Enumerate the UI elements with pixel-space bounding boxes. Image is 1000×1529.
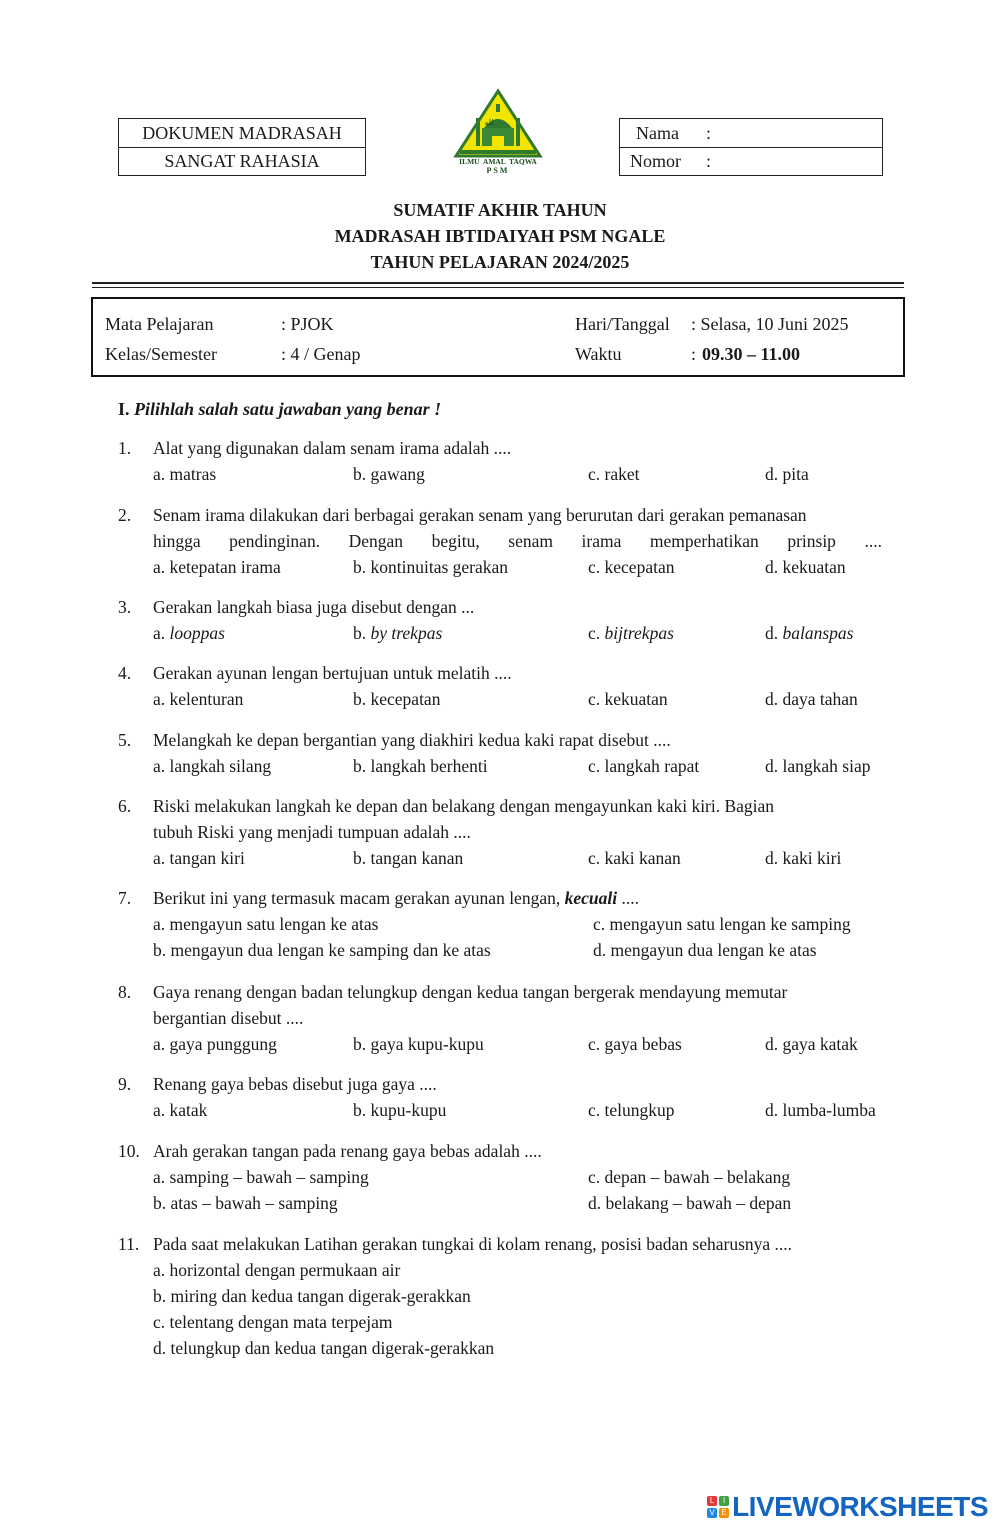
question-number: 5. (118, 730, 132, 750)
question-number: 4. (118, 663, 132, 683)
time-label: Waktu (575, 344, 622, 364)
option-d[interactable]: d. lumba-lumba (765, 1100, 876, 1120)
option-a[interactable]: a. ketepatan irama (153, 557, 281, 577)
option-c[interactable]: c. raket (588, 464, 640, 484)
option-a[interactable]: a. tangan kiri (153, 848, 245, 868)
option-text: looppas (169, 623, 225, 643)
option-b[interactable]: b. mengayun dua lengan ke samping dan ke atas (153, 940, 491, 960)
logo-tile: L (707, 1496, 717, 1506)
option-letter: a. (153, 623, 166, 643)
question-number: 10. (118, 1141, 140, 1161)
option-b[interactable]: b. tangan kanan (353, 848, 464, 868)
student-identity-box (619, 118, 883, 176)
question-text: Gaya renang dengan badan telungkup dengan kedua tangan bergerak mendayung memutar (153, 982, 788, 1002)
option-text: balanspas (782, 623, 854, 643)
option-d[interactable] (765, 620, 853, 646)
option-b[interactable]: b. atas – bawah – samping (153, 1193, 338, 1213)
question-6 (118, 793, 898, 871)
exam-info-box (91, 297, 905, 377)
question-3 (118, 594, 898, 646)
section-instruction (118, 396, 441, 422)
question-text: Senam irama dilakukan dari berbagai gerakan senam yang berurutan dari gerakan pemanasan (153, 505, 807, 525)
date-value: : Selasa, 10 Juni 2025 (691, 314, 849, 334)
school-name: MADRASAH IBTIDAIYAH PSM NGALE (334, 226, 666, 246)
option-b[interactable]: b. kontinuitas gerakan (353, 557, 509, 577)
subject-value: : PJOK (281, 314, 334, 334)
section-text: Pilihlah salah satu jawaban yang benar ! (134, 399, 442, 419)
document-class-box (118, 118, 366, 176)
logo-tile: V (707, 1508, 717, 1518)
option-c[interactable]: c. depan – bawah – belakang (588, 1167, 791, 1187)
option-d[interactable]: d. pita (765, 464, 809, 484)
question-4 (118, 660, 898, 712)
question-9 (118, 1071, 898, 1123)
question-1 (118, 435, 898, 487)
class-label: Kelas/Semester (105, 344, 217, 364)
logo-motto: ILMU AMAL TAQWA (459, 157, 537, 166)
school-logo (452, 88, 544, 176)
liveworksheets-wordmark: LIVEWORKSHEETS (732, 1491, 988, 1522)
option-a[interactable]: a. mengayun satu lengan ke atas (153, 914, 379, 934)
option-b[interactable] (353, 620, 442, 646)
question-text: Gerakan langkah biasa juga disebut dengan ... (153, 597, 475, 617)
question-text: Arah gerakan tangan pada renang gaya bebas adalah .... (153, 1141, 542, 1161)
logo-org: PSM (486, 166, 510, 175)
option-c[interactable]: c. kaki kanan (588, 848, 681, 868)
option-c[interactable]: c. telungkup (588, 1100, 675, 1120)
question-text: tubuh Riski yang menjadi tumpuan adalah .... (153, 822, 471, 842)
question-10 (118, 1138, 898, 1216)
question-11 (118, 1231, 898, 1361)
question-text-main: Berikut ini yang termasuk macam gerakan ayunan lengan, (153, 888, 561, 908)
option-d[interactable]: d. telungkup dan kedua tangan digerak-gerakkan (153, 1338, 495, 1358)
option-d[interactable]: d. langkah siap (765, 756, 871, 776)
question-8 (118, 979, 898, 1057)
option-b[interactable]: b. kecepatan (353, 689, 441, 709)
question-text-ellipsis: .... (621, 888, 639, 908)
title-divider (92, 282, 904, 284)
option-a[interactable]: a. gaya punggung (153, 1034, 277, 1054)
option-c[interactable]: c. langkah rapat (588, 756, 700, 776)
question-7 (118, 885, 898, 963)
option-a[interactable]: a. langkah silang (153, 756, 272, 776)
number-colon: : (706, 151, 712, 171)
logo-arabic-text: لله (484, 118, 494, 127)
option-b[interactable]: b. miring dan kedua tangan digerak-gerakkan (153, 1286, 471, 1306)
option-text: bijtrekpas (604, 623, 674, 643)
academic-year: TAHUN PELAJARAN 2024/2025 (370, 252, 630, 272)
exam-title: SUMATIF AKHIR TAHUN (393, 200, 607, 220)
question-5 (118, 727, 898, 779)
question-number: 9. (118, 1074, 132, 1094)
question-text-emphasis: kecuali (564, 888, 618, 908)
liveworksheets-watermark[interactable] (707, 1491, 988, 1523)
option-b[interactable]: b. kupu-kupu (353, 1100, 447, 1120)
option-c[interactable]: c. telentang dengan mata terpejam (153, 1312, 393, 1332)
name-field[interactable] (620, 119, 882, 148)
option-text: by trekpas (370, 623, 443, 643)
question-number: 8. (118, 982, 132, 1002)
option-d[interactable]: d. gaya katak (765, 1034, 858, 1054)
question-2 (118, 502, 898, 580)
option-c[interactable]: c. mengayun satu lengan ke samping (593, 914, 851, 934)
question-text: Alat yang digunakan dalam senam irama adalah .... (153, 438, 512, 458)
option-b[interactable]: b. langkah berhenti (353, 756, 488, 776)
liveworksheets-logo-icon (707, 1496, 729, 1518)
question-number: 7. (118, 888, 132, 908)
question-text: Riski melakukan langkah ke depan dan belakang dengan mengayunkan kaki kiri. Bagian (153, 796, 775, 816)
question-text: Melangkah ke depan bergantian yang diakhiri kedua kaki rapat disebut .... (153, 730, 671, 750)
section-number: I. (118, 399, 130, 419)
option-b[interactable]: b. gawang (353, 464, 425, 484)
class-value: : 4 / Genap (281, 344, 361, 364)
question-text: bergantian disebut .... (153, 1008, 304, 1028)
option-letter: d. (765, 623, 779, 643)
name-label: Nama (636, 123, 679, 143)
number-field[interactable] (620, 147, 882, 175)
question-text: Renang gaya bebas disebut juga gaya .... (153, 1074, 437, 1094)
question-text: Gerakan ayunan lengan bertujuan untuk melatih .... (153, 663, 512, 683)
logo-tile: I (719, 1496, 729, 1506)
option-letter: b. (353, 623, 367, 643)
question-number: 6. (118, 796, 132, 816)
option-c[interactable]: c. gaya bebas (588, 1034, 682, 1054)
option-a[interactable] (153, 620, 225, 646)
logo-tile: E (719, 1508, 729, 1518)
subject-label: Mata Pelajaran (105, 314, 214, 334)
option-a[interactable]: a. horizontal dengan permukaan air (153, 1260, 401, 1280)
option-d[interactable]: d. belakang – bawah – depan (588, 1193, 792, 1213)
document-class-line: SANGAT RAHASIA (164, 151, 320, 171)
document-class-line: DOKUMEN MADRASAH (119, 119, 365, 148)
option-d[interactable]: d. kekuatan (765, 557, 846, 577)
question-text: Pada saat melakukan Latihan gerakan tungkai di kolam renang, posisi badan seharusnya .... (153, 1234, 793, 1254)
option-a[interactable]: a. kelenturan (153, 689, 244, 709)
option-d[interactable]: d. daya tahan (765, 689, 858, 709)
name-colon: : (706, 123, 712, 143)
option-d[interactable]: d. kaki kiri (765, 848, 842, 868)
number-label: Nomor (630, 151, 681, 171)
question-number: 11. (118, 1234, 140, 1254)
date-label: Hari/Tanggal (575, 314, 670, 334)
option-a[interactable]: a. katak (153, 1100, 208, 1120)
option-c[interactable] (588, 620, 674, 646)
option-b[interactable]: b. gaya kupu-kupu (353, 1034, 484, 1054)
question-number: 3. (118, 597, 132, 617)
option-d[interactable]: d. mengayun dua lengan ke atas (593, 940, 817, 960)
option-a[interactable]: a. matras (153, 464, 217, 484)
option-a[interactable]: a. samping – bawah – samping (153, 1167, 369, 1187)
option-letter: c. (588, 623, 601, 643)
question-number: 1. (118, 438, 132, 458)
title-divider (92, 287, 904, 288)
time-colon: : (691, 344, 697, 364)
question-number: 2. (118, 505, 132, 525)
option-c[interactable]: c. kekuatan (588, 689, 668, 709)
option-c[interactable]: c. kecepatan (588, 557, 675, 577)
question-text (153, 885, 898, 911)
time-value: 09.30 – 11.00 (702, 344, 801, 364)
question-text: hingga pendinginan. Dengan begitu, senam irama memperhatikan prinsip .... (153, 531, 882, 551)
